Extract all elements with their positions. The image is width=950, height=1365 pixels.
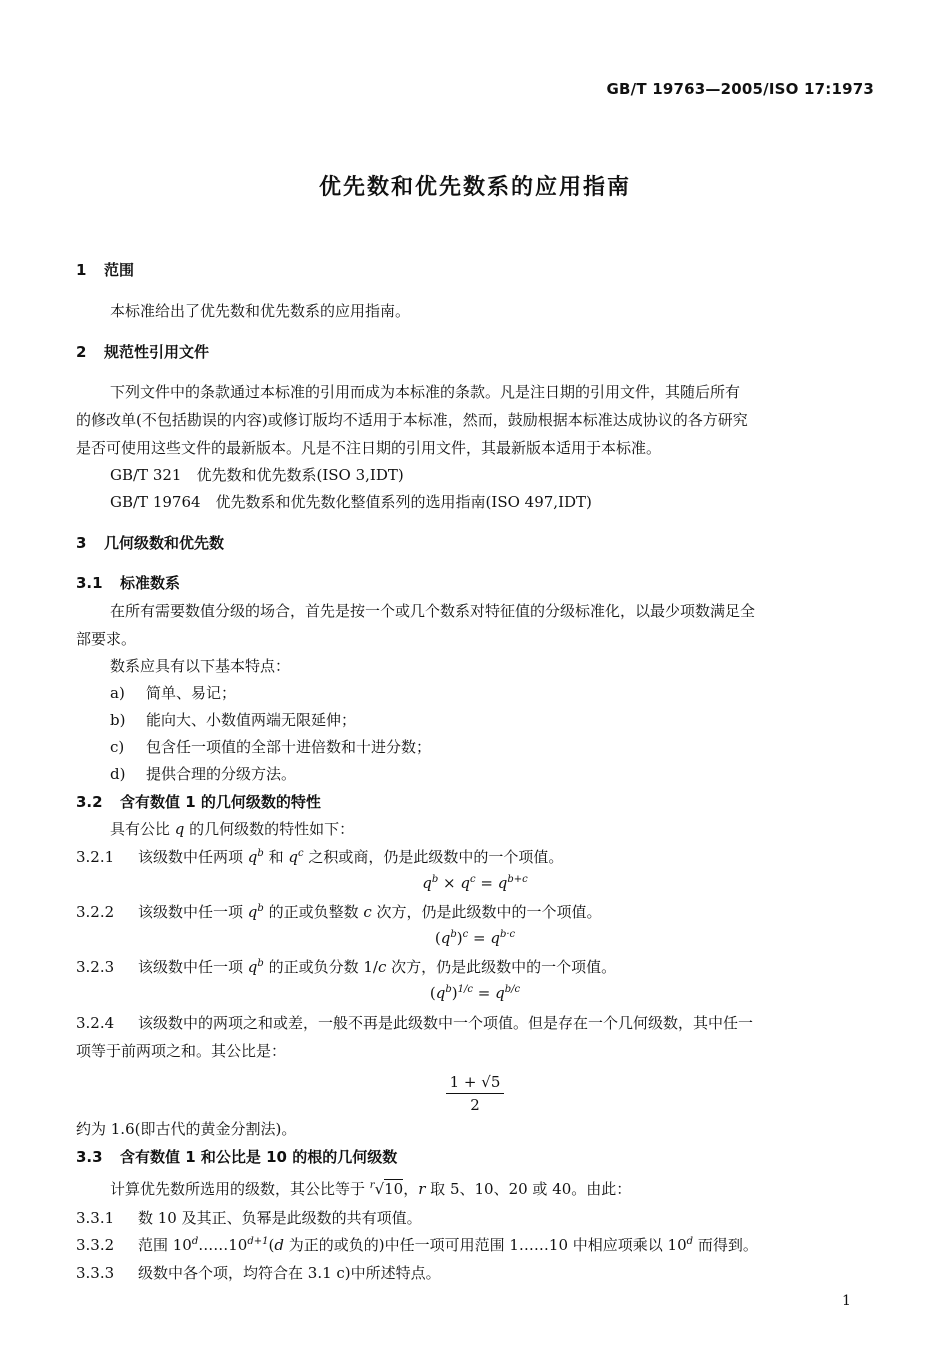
section-3-heading: 3 几何级数和优先数 xyxy=(76,534,225,552)
section-3-1-paragraph-line-2: 部要求。 xyxy=(76,630,137,648)
document-code: GB/T 19763—2005/ISO 17:1973 xyxy=(606,80,874,98)
section-3-1-heading: 3.1 标准数系 xyxy=(76,574,181,592)
clause-3-2-4-line-2: 项等于前两项之和。其公比是： xyxy=(76,1042,287,1060)
page-title: 优先数和优先数系的应用指南 xyxy=(318,175,631,200)
fraction-denominator: 2 xyxy=(470,1096,480,1114)
clause-3-3-3: 3.3.3 级数中各个项，均符合在 3.1 c)中所述特点。 xyxy=(76,1264,441,1282)
list-item: d) 提供合理的分级方法。 xyxy=(110,765,297,783)
fraction-numerator: 1 + √5 xyxy=(446,1073,505,1094)
clause-3-2-3: 3.2.3 该级数中任一项 $q^b$ 的正或负分数 1/c 次方，仍是此级数中的一个项值。 xyxy=(76,958,617,976)
section-3-2-heading: 3.2 含有数值 1 的几何级数的特性 xyxy=(76,793,321,811)
section-1-text: 本标准给出了优先数和优先数系的应用指南。 xyxy=(110,302,411,320)
section-1-heading: 1 范围 xyxy=(76,261,135,279)
section-2-paragraph-line-3: 是否可使用这些文件的最新版本。凡是不注日期的引用文件，其最新版本适用于本标准。 xyxy=(76,439,662,457)
formula-product: $q^b \times q^c = q^{b+c}$ xyxy=(422,874,528,892)
reference-gbt-19764: GB/T 19764 优先数系和优先数化整值系列的选用指南(ISO 497,IDT) xyxy=(110,493,592,511)
section-3-1-paragraph-line-1: 在所有需要数值分级的场合，首先是按一个或几个数系对特征值的分级标准化，以最少项数满足全 xyxy=(110,602,756,620)
clause-3-2-1: 3.2.1 该级数中任两项 $q^b$ 和 $q^c$ 之积或商，仍是此级数中的一个项值。 xyxy=(76,848,564,866)
section-2-paragraph-line-2: 的修改单(不包括勘误的内容)或修订版均不适用于本标准，然而，鼓励根据本标准达成协议的各方研究 xyxy=(76,411,748,429)
section-2-heading: 2 规范性引用文件 xyxy=(76,343,210,361)
section-3-2-intro: 具有公比 q 的几何级数的特性如下： xyxy=(110,820,355,838)
list-item: c) 包含任一项值的全部十进倍数和十进分数； xyxy=(110,738,432,756)
golden-ratio-note: 约为 1.6(即古代的黄金分割法)。 xyxy=(76,1120,297,1138)
section-3-1-features-intro: 数系应具有以下基本特点： xyxy=(110,657,291,675)
clause-3-2-2: 3.2.2 该级数中任一项 $q^b$ 的正或负整数 c 次方，仍是此级数中的一个项值。 xyxy=(76,903,602,921)
formula-integer-power: $(q^b)^c = q^{b\cdot c}$ xyxy=(434,929,516,947)
reference-gbt-321: GB/T 321 优先数和优先数系(ISO 3,IDT) xyxy=(110,466,404,484)
clause-3-3-1: 3.3.1 数 10 及其正、负幂是此级数的共有项值。 xyxy=(76,1209,422,1227)
section-3-3-intro: 计算优先数所选用的级数，其公比等于 $^r$√10，r 取 5、10、20 或 40。由此： xyxy=(110,1180,632,1198)
clause-3-2-4-line-1: 3.2.4 该级数中的两项之和或差，一般不再是此级数中一个项值。但是存在一个几何级数，其中任一 xyxy=(76,1014,754,1032)
list-item: a) 简单、易记； xyxy=(110,684,237,702)
golden-ratio-formula xyxy=(0,1073,950,1114)
section-2-paragraph-line-1: 下列文件中的条款通过本标准的引用而成为本标准的条款。凡是注日期的引用文件，其随后所有 xyxy=(110,383,741,401)
section-3-3-heading: 3.3 含有数值 1 和公比是 10 的根的几何级数 xyxy=(76,1148,398,1166)
clause-3-3-2: 3.3.2 范围 $10^d\dots\dots 10^{d+1}(d$ 为正的或负的)中任一项可用范围 1……10 中相应项乘以 10$^d$ 而得到。 xyxy=(76,1236,758,1254)
page-number: 1 xyxy=(842,1293,851,1309)
list-item: b) 能向大、小数值两端无限延伸； xyxy=(110,711,357,729)
formula-fractional-power: $(q^b)^{1/c} = q^{b/c}$ xyxy=(429,984,521,1002)
